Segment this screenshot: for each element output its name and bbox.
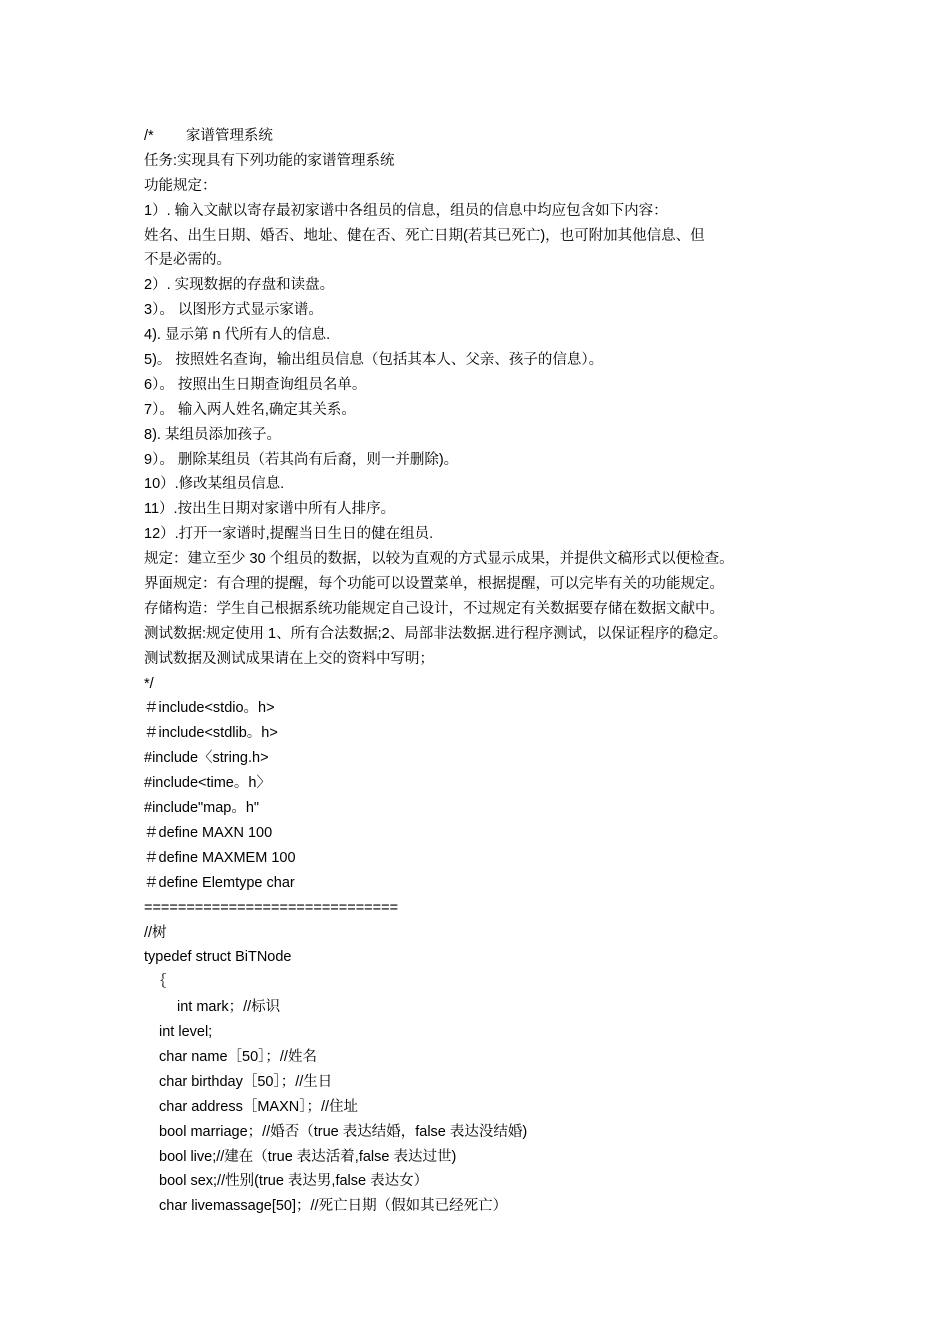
open-brace: ｛	[152, 974, 167, 991]
field-livemassage: char livemassage[50]；//死亡日期（假如其已经死亡）	[159, 1198, 508, 1215]
requirement-3: 3）。 以图形方式显示家谱。	[144, 302, 323, 319]
requirement-8: 8). 某组员添加孩子。	[144, 426, 281, 443]
requirement-12: 12）.打开一家谱时,提醒当日生日的健在组员.	[144, 526, 434, 543]
document-body	[144, 124, 824, 1219]
requirement-1-detail-cont: 不是必需的。	[144, 252, 231, 269]
include-stdlib: ＃include<stdlib。h>	[144, 725, 278, 742]
requirement-11: 11）.按出生日期对家谱中所有人排序。	[144, 501, 396, 518]
typedef-struct-line: typedef struct BiTNode	[144, 949, 292, 966]
requirement-6: 6）。 按照出生日期查询组员名单。	[144, 376, 367, 393]
field-level: int level;	[159, 1024, 213, 1041]
field-mark: int mark；//标识	[177, 999, 281, 1016]
field-sex: bool sex;//性别(true 表达男,false 表达女）	[159, 1173, 429, 1190]
requirement-1-detail: 姓名、出生日期、婚否、地址、健在否、死亡日期(若其已死亡)，也可附加其他信息、但	[144, 227, 705, 244]
include-map: #include"map。h"	[144, 800, 260, 817]
separator-line: ==============================	[144, 899, 399, 916]
include-string: #include〈string.h>	[144, 750, 269, 767]
field-marriage: bool marriage；//婚否（true 表达结婚，false 表达没结婚)	[159, 1123, 528, 1140]
define-elemtype: ＃define Elemtype char	[144, 874, 295, 891]
spec-line: 规定：建立至少 30 个组员的数据，以较为直观的方式显示成果，并提供文稿形式以便检查。	[144, 551, 734, 568]
field-name: char name［50］；//姓名	[159, 1048, 317, 1065]
test-data-line: 测试数据:规定使用 1、所有合法数据;2、局部非法数据.进行程序测试，以保证程序的稳定。	[144, 625, 728, 642]
define-maxmem: ＃define MAXMEM 100	[144, 849, 296, 866]
task-line: 任务:实现具有下列功能的家谱管理系统	[144, 152, 395, 169]
test-results-line: 测试数据及测试成果请在上交的资料中写明；	[144, 650, 434, 667]
include-time: #include<time。h〉	[144, 775, 271, 792]
field-address: char address［MAXN］；//住址	[159, 1098, 359, 1115]
requirement-2: 2）. 实现数据的存盘和读盘。	[144, 277, 335, 294]
interface-spec-line: 界面规定：有合理的提醒，每个功能可以设置菜单，根据提醒，可以完毕有关的功能规定。	[144, 576, 724, 593]
tree-comment: //树	[144, 924, 167, 941]
requirement-7: 7）。 输入两人姓名,确定其关系。	[144, 401, 356, 418]
requirement-9: 9）。 删除某组员（若其尚有后裔，则一并删除)。	[144, 451, 459, 468]
include-stdio: ＃include<stdio。h>	[144, 700, 275, 717]
requirements-heading: 功能规定：	[144, 177, 217, 194]
requirement-5: 5)。 按照姓名查询，输出组员信息（包括其本人、父亲、孩子的信息）。	[144, 352, 604, 369]
comment-end-line: */	[144, 675, 154, 692]
field-birthday: char birthday［50］；//生日	[159, 1073, 333, 1090]
requirement-4: 4). 显示第 n 代所有人的信息.	[144, 327, 331, 344]
field-live: bool live;//建在（true 表达活着,false 表达过世)	[159, 1148, 457, 1165]
define-maxn: ＃define MAXN 100	[144, 824, 273, 841]
requirement-1: 1）. 输入文献以寄存最初家谱中各组员的信息，组员的信息中均应包含如下内容：	[144, 202, 668, 219]
requirement-10: 10）.修改某组员信息.	[144, 476, 285, 493]
storage-spec-line: 存储构造：学生自己根据系统功能规定自己设计，不过规定有关数据要存储在数据文献中。	[144, 600, 724, 617]
comment-title-line: /* 家谱管理系统	[144, 128, 273, 144]
